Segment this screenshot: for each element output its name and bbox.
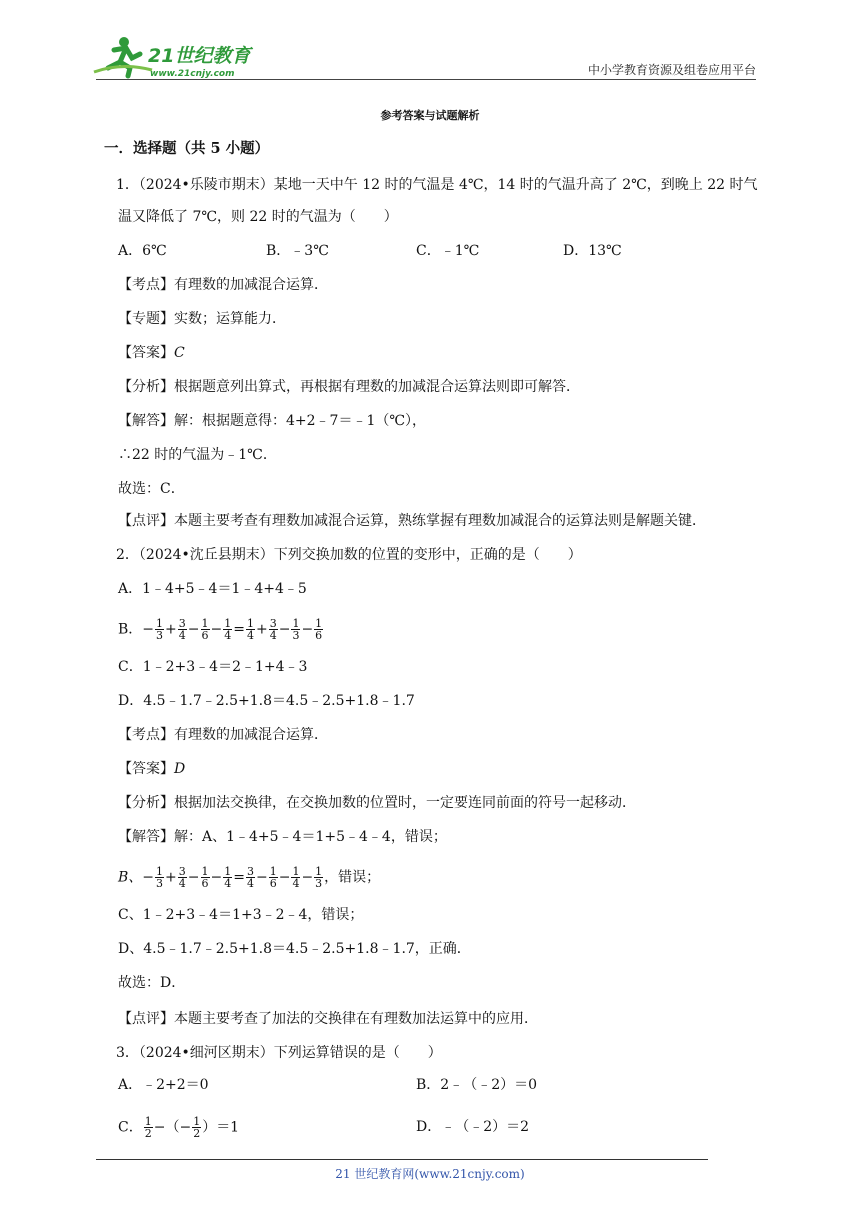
fraction: $\frac{3}{4}$	[269, 617, 277, 642]
comment-tag: 【点评】	[118, 1011, 174, 1027]
q2-answer: 【答案】D	[118, 761, 186, 777]
fraction: $\frac{1}{3}$	[315, 865, 323, 890]
solution-tag: 【解答】	[118, 829, 174, 845]
q2-solution-d: D、4.5﹣1.7﹣2.5+1.8＝4.5﹣2.5+1.8﹣1.7，正确．	[118, 941, 471, 957]
q2-kaodian: 【考点】有理数的加减混合运算．	[118, 727, 328, 743]
platform-name: 中小学教育资源及组卷应用平台	[587, 63, 756, 77]
q2-solution-a: 【解答】解：A、1﹣4+5﹣4＝1+5﹣4﹣4，错误；	[118, 829, 447, 845]
q2-solution-c: C、1﹣2+3﹣4＝1+3﹣2﹣4，错误；	[118, 907, 364, 923]
q1-option-a: A．6℃	[118, 243, 167, 259]
q2-choose: 故选：D．	[118, 975, 186, 991]
q1-solution: 【解答】解：根据题意得：4+2﹣7＝﹣1（℃），	[118, 413, 427, 429]
header-divider	[96, 79, 756, 80]
section-heading: 一．选择题（共 5 小题）	[104, 140, 270, 157]
q3-option-b: B．2﹣（﹣2）＝0	[416, 1077, 538, 1093]
fraction: $\frac{1}{2}$	[144, 1115, 152, 1140]
q1-answer: 【答案】C	[118, 345, 185, 361]
answer-tag: 【答案】	[118, 761, 174, 777]
q1-option-b: B．﹣3℃	[266, 243, 329, 259]
q2-option-a: A．1﹣4+5﹣4＝1﹣4+4﹣5	[118, 581, 307, 597]
q1-stem-line2: 温又降低了 7℃，则 22 时的气温为（ ）	[118, 209, 398, 225]
fraction: $\frac{1}{4}$	[224, 865, 232, 890]
q2-option-b: B．− $\frac{1}{3}$ + $\frac{3}{4}$ − $\frac{1}{6}$ − $\frac{1}{4}$ = $\frac{1}{4}$ + $\frac{3}{4}$ − $\frac{1}{3}$ − $\frac{1}{6}$	[118, 617, 323, 642]
q3-stem: 3．（2024•细河区期末）下列运算错误的是（ ）	[116, 1045, 442, 1061]
fraction: $\frac{1}{6}$	[269, 865, 277, 890]
fraction: $\frac{1}{6}$	[201, 865, 209, 890]
q3-option-c: C． $\frac{1}{2}$ −（− $\frac{1}{2}$ ）＝1	[118, 1115, 240, 1140]
q2-solution-b: B、− $\frac{1}{3}$ + $\frac{3}{4}$ − $\frac{1}{6}$ − $\frac{1}{4}$ = $\frac{3}{4}$ − $\frac{1}{6}$ − $\frac{1}{4}$ − $\frac{1}{3}$ ，错误；	[118, 865, 381, 890]
footer-text: 21 世纪教育网(www.21cnjy.com)	[335, 1167, 525, 1181]
q1-conclusion: ∴22 时的气温为﹣1℃．	[118, 447, 277, 463]
fraction: $\frac{1}{4}$	[292, 865, 300, 890]
q1-option-c: C．﹣1℃	[416, 243, 480, 259]
comment-tag: 【点评】	[118, 513, 174, 529]
logo-main-text: 21世纪教育	[148, 45, 251, 67]
fraction: $\frac{3}{4}$	[246, 865, 254, 890]
q1-stem-line1: 1．（2024•乐陵市期末）某地一天中午 12 时的气温是 4℃，14 时的气温升高了 2℃，到晚上 22 时气	[116, 177, 758, 193]
kaodian-tag: 【考点】	[118, 727, 174, 743]
q2-comment: 【点评】本题主要考查了加法的交换律在有理数加法运算中的应用．	[118, 1011, 538, 1027]
q2-analysis: 【分析】根据加法交换律，在交换加数的位置时，一定要连同前面的符号一起移动．	[118, 795, 636, 811]
fraction: $\frac{1}{3}$	[156, 617, 164, 642]
kaodian-tag: 【考点】	[118, 277, 174, 293]
q2-stem: 2．（2024•沈丘县期末）下列交换加数的位置的变形中，正确的是（ ）	[116, 547, 582, 563]
q3-option-d: D．﹣（﹣2）＝2	[416, 1119, 530, 1135]
fraction: $\frac{3}{4}$	[178, 865, 186, 890]
runner-icon	[94, 37, 152, 76]
fraction: $\frac{1}{6}$	[201, 617, 209, 642]
page-title: 参考答案与试题解析	[380, 109, 480, 122]
fraction: $\frac{3}{4}$	[178, 617, 186, 642]
fraction: $\frac{1}{3}$	[156, 865, 164, 890]
q1-comment: 【点评】本题主要考查有理数加减混合运算，熟练掌握有理数加减混合的运算法则是解题关键．	[118, 513, 706, 529]
footer-divider	[96, 1159, 708, 1160]
q1-kaodian: 【考点】有理数的加减混合运算．	[118, 277, 328, 293]
zhuanti-tag: 【专题】	[118, 311, 174, 327]
q1-option-d: D．13℃	[563, 243, 622, 259]
fraction: $\frac{1}{4}$	[246, 617, 254, 642]
analysis-tag: 【分析】	[118, 795, 174, 811]
logo	[92, 32, 262, 80]
q1-analysis: 【分析】根据题意列出算式，再根据有理数的加减混合运算法则即可解答．	[118, 379, 580, 395]
q2-option-d: D．4.5﹣1.7﹣2.5+1.8＝4.5﹣2.5+1.8﹣1.7	[118, 693, 415, 709]
fraction: $\frac{1}{2}$	[193, 1115, 201, 1140]
q1-zhuanti: 【专题】实数；运算能力．	[118, 311, 286, 327]
fraction: $\frac{1}{4}$	[224, 617, 232, 642]
solution-tag: 【解答】	[118, 413, 174, 429]
logo-url-text: www.21cnjy.com	[150, 69, 235, 79]
fraction: $\frac{1}{6}$	[315, 617, 323, 642]
analysis-tag: 【分析】	[118, 379, 174, 395]
answer-tag: 【答案】	[118, 345, 174, 361]
q2-option-c: C．1﹣2+3﹣4＝2﹣1+4﹣3	[118, 659, 308, 675]
fraction: $\frac{1}{3}$	[292, 617, 300, 642]
q3-option-a: A．﹣2+2＝0	[118, 1077, 209, 1093]
q1-choose: 故选：C．	[118, 481, 185, 497]
